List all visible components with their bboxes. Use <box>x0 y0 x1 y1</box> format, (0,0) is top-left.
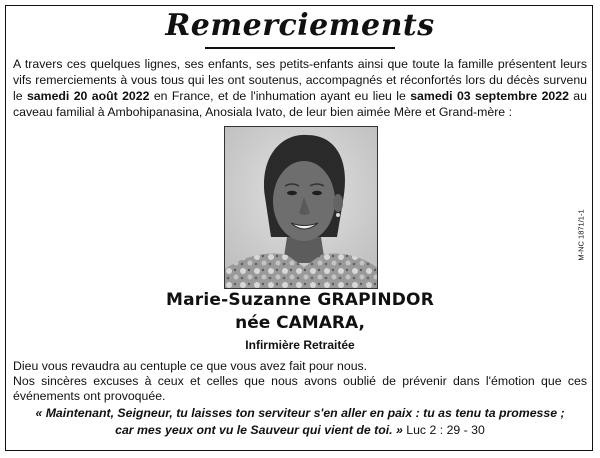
burial-date: samedi 03 septembre 2022 <box>410 89 569 103</box>
portrait-photo <box>224 126 378 289</box>
title-underline <box>205 47 395 49</box>
maiden-name: née CAMARA, <box>235 313 365 333</box>
quote-line-2: car mes yeux ont vu le Sauveur qui vient de toi. » <box>115 423 403 437</box>
scripture-quote <box>0 405 600 439</box>
quote-reference: Luc 2 : 29 - 30 <box>402 423 485 437</box>
intro-text-2: en France, et de l'inhumation ayant eu lieu le <box>149 89 411 103</box>
quote-line-1: « Maintenant, Seigneur, tu laisses ton serviteur s'en aller en paix : tu as tenu ta promesse ; <box>35 406 565 420</box>
reference-code <box>574 205 588 265</box>
intro-text-1: A travers ces quelques lignes, ses enfants, ses petits-enfants ainsi que toute la famille présentent leurs vifs remerciements à vous tous qui les ont soutenus, accompagnés et réconfortés lors du décès survenu le <box>13 57 587 103</box>
notice-title: Remerciements <box>165 8 435 43</box>
intro-text-3: au caveau familial à Ambohipanasina, Anosiala Ivato, de leur bien aimée Mère et Grand-mère : <box>13 89 587 119</box>
blessing-text: Dieu vous revaudra au centuple ce que vous avez fait pour nous. <box>13 359 368 373</box>
intro-paragraph <box>13 56 587 120</box>
profession: Infirmière Retraitée <box>245 338 355 352</box>
reference-code-text: M-NC 1871/1-1 <box>576 209 586 261</box>
apology-text: Nos sincères excuses à ceux et celles que nous avons oublié de prévenir dans l'émotion que ces événements ont provoquée. <box>13 374 587 403</box>
deceased-name: Marie-Suzanne GRAPINDOR <box>165 290 435 310</box>
death-date: samedi 20 août 2022 <box>26 89 150 103</box>
